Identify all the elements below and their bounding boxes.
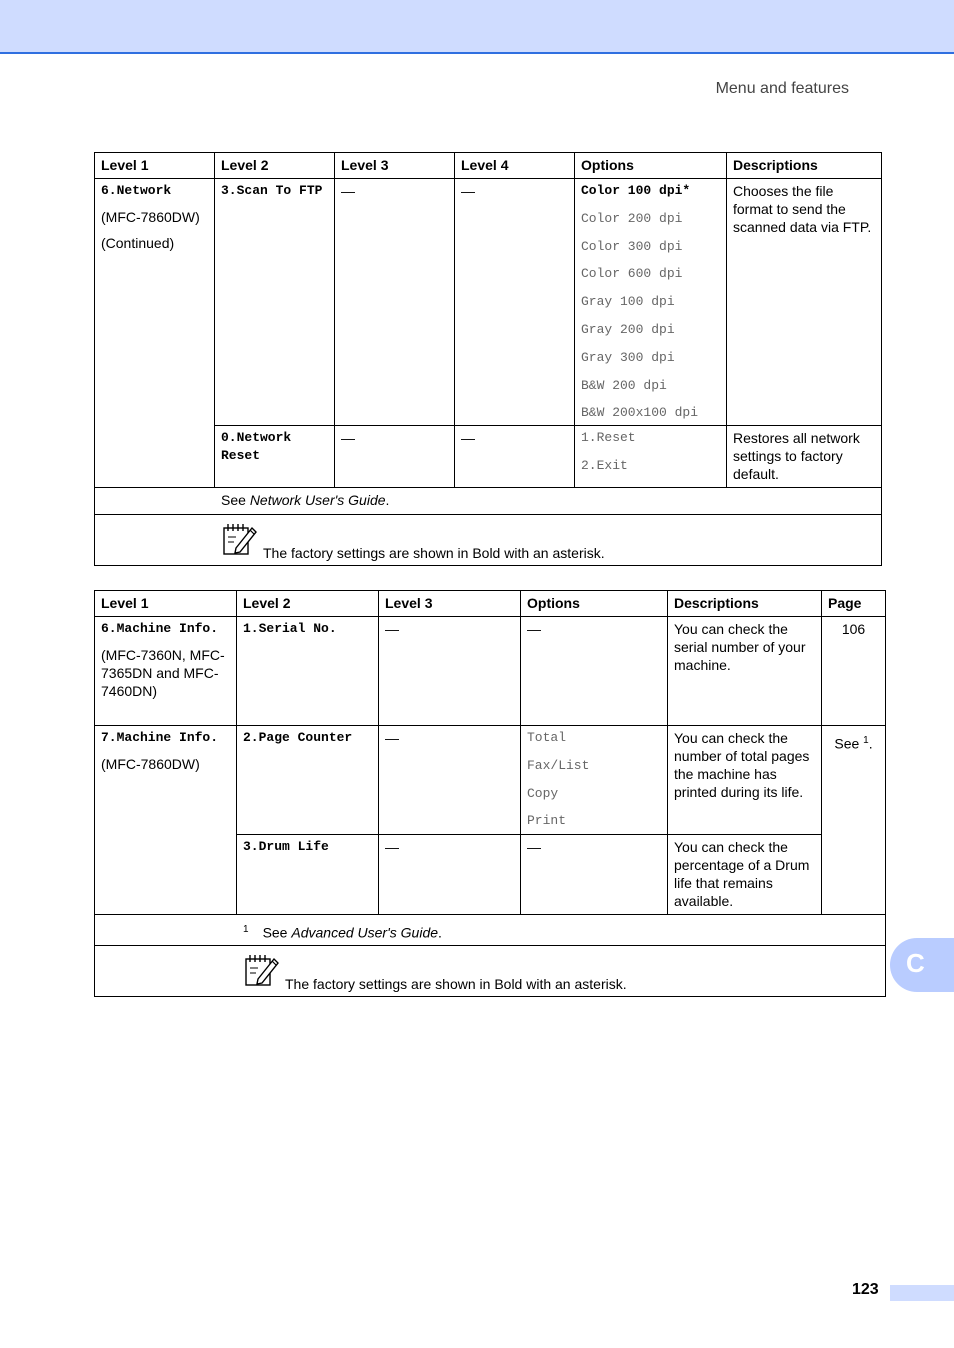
header-level3: Level 3 — [379, 591, 521, 617]
level2-item: 3.Scan To FTP — [221, 183, 323, 198]
guide-suffix: . — [385, 492, 390, 509]
description-cell: Chooses the file format to send the scanned data via FTP. — [727, 179, 882, 426]
options-cell — [521, 726, 668, 835]
level2-item: 0.Network Reset — [221, 430, 292, 464]
options-cell — [575, 179, 727, 426]
chapter-tab — [890, 938, 954, 992]
level4-value: — — [461, 183, 475, 199]
level3-value: — — [341, 430, 355, 447]
level2-cell — [215, 426, 335, 488]
level2-cell — [237, 726, 379, 835]
level2-cell — [237, 835, 379, 915]
option-item: Color 300 dpi — [581, 238, 683, 254]
level1-cell — [95, 726, 237, 915]
page-number-bar — [890, 1285, 954, 1301]
level3-cell — [379, 726, 521, 835]
option-item: Fax/List — [527, 757, 590, 773]
chapter-tab-label: C — [906, 948, 925, 978]
option-item: Print — [527, 813, 567, 829]
note-text: The factory settings are shown in Bold with an asterisk. — [285, 975, 627, 992]
option-item: 1.Reset — [581, 430, 636, 446]
network-menu-table — [94, 152, 882, 566]
header-bar — [0, 0, 954, 54]
note-row — [95, 515, 882, 566]
level1-item: 6.Network — [101, 183, 172, 198]
level3-value: — — [385, 839, 399, 855]
option-item: Color 600 dpi — [581, 266, 683, 282]
description-cell: You can check the percentage of a Drum life that remains available. — [668, 835, 822, 915]
option-item: Gray 200 dpi — [581, 321, 675, 337]
footnote-guide-name: Advanced User's Guide — [291, 924, 439, 941]
options-value: — — [527, 621, 541, 637]
level4-value: — — [461, 430, 475, 447]
table-header-row — [95, 153, 882, 179]
level2-item: 3.Drum Life — [243, 839, 329, 854]
level3-value: — — [385, 730, 399, 746]
note-cell — [95, 945, 886, 996]
option-item: B&W 200 dpi — [581, 377, 667, 393]
option-item: Copy — [527, 785, 559, 801]
level3-value: — — [385, 621, 399, 637]
guide-reference-cell — [95, 488, 882, 515]
option-item: Color 100 dpi* — [581, 183, 691, 198]
level2-cell — [237, 617, 379, 726]
page-cell: 106 — [822, 617, 886, 726]
level1-continued: (Continued) — [101, 235, 175, 251]
page-footnote-ref: 1 — [863, 735, 869, 746]
description-cell: You can check the serial number of your machine. — [668, 617, 822, 726]
level3-cell — [335, 426, 455, 488]
guide-reference-row — [95, 488, 882, 515]
page-see-prefix: See — [834, 735, 864, 752]
description-cell: You can check the number of total pages the machine has printed during its life. — [668, 726, 822, 835]
footnote-number: 1 — [243, 924, 249, 935]
header-descriptions: Descriptions — [727, 153, 882, 179]
note-text: The factory settings are shown in Bold with an asterisk. — [263, 545, 605, 562]
level1-model: (MFC-7860DW) — [101, 756, 200, 772]
table-header-row — [95, 591, 886, 617]
header-options: Options — [575, 153, 727, 179]
table-row — [95, 726, 886, 835]
level2-item: 1.Serial No. — [243, 621, 337, 636]
page-header-title: Menu and features — [715, 80, 849, 97]
level3-cell — [335, 179, 455, 426]
level3-value: — — [341, 183, 355, 199]
header-level3: Level 3 — [335, 153, 455, 179]
options-cell — [521, 617, 668, 726]
options-cell — [575, 426, 727, 488]
option-item: Gray 300 dpi — [581, 349, 675, 365]
level2-cell — [215, 179, 335, 426]
header-level4: Level 4 — [455, 153, 575, 179]
note-pencil-icon — [222, 522, 258, 556]
header-descriptions: Descriptions — [668, 591, 822, 617]
machine-info-table — [94, 590, 886, 997]
table-row — [95, 179, 882, 426]
header-level1: Level 1 — [95, 591, 237, 617]
options-cell — [521, 835, 668, 915]
note-pencil-icon — [244, 953, 280, 987]
header-options: Options — [521, 591, 668, 617]
level1-cell — [95, 617, 237, 726]
page-number: 123 — [852, 1281, 879, 1298]
footnote-row — [95, 915, 886, 946]
level3-cell — [379, 835, 521, 915]
level1-cell — [95, 179, 215, 488]
level4-cell — [455, 426, 575, 488]
page-see-suffix: . — [868, 735, 873, 752]
level1-item: 7.Machine Info. — [101, 730, 219, 745]
option-item: B&W 200x100 dpi — [581, 405, 699, 421]
level1-item: 6.Machine Info. — [101, 621, 219, 636]
note-cell — [95, 515, 882, 566]
level1-model: (MFC-7360N, MFC-7365DN and MFC-7460DN) — [101, 647, 225, 699]
options-value: — — [527, 839, 541, 855]
level3-cell — [379, 617, 521, 726]
level4-cell — [455, 179, 575, 426]
footnote-prefix: See — [262, 924, 292, 941]
level2-item: 2.Page Counter — [243, 730, 353, 745]
option-item: Color 200 dpi — [581, 210, 683, 226]
option-item: 2.Exit — [581, 458, 628, 474]
page-cell — [822, 726, 886, 915]
header-level2: Level 2 — [215, 153, 335, 179]
note-row — [95, 945, 886, 996]
footnote-suffix: . — [438, 924, 442, 941]
footnote-cell — [95, 915, 886, 946]
table-row — [95, 617, 886, 726]
header-level1: Level 1 — [95, 153, 215, 179]
header-level2: Level 2 — [237, 591, 379, 617]
level1-model: (MFC-7860DW) — [101, 209, 200, 225]
option-item: Gray 100 dpi — [581, 294, 675, 310]
header-page: Page — [822, 591, 886, 617]
description-cell: Restores all network settings to factory default. — [727, 426, 882, 488]
guide-prefix: See — [221, 492, 250, 509]
guide-name: Network User's Guide — [249, 492, 386, 509]
option-item: Total — [527, 730, 567, 745]
